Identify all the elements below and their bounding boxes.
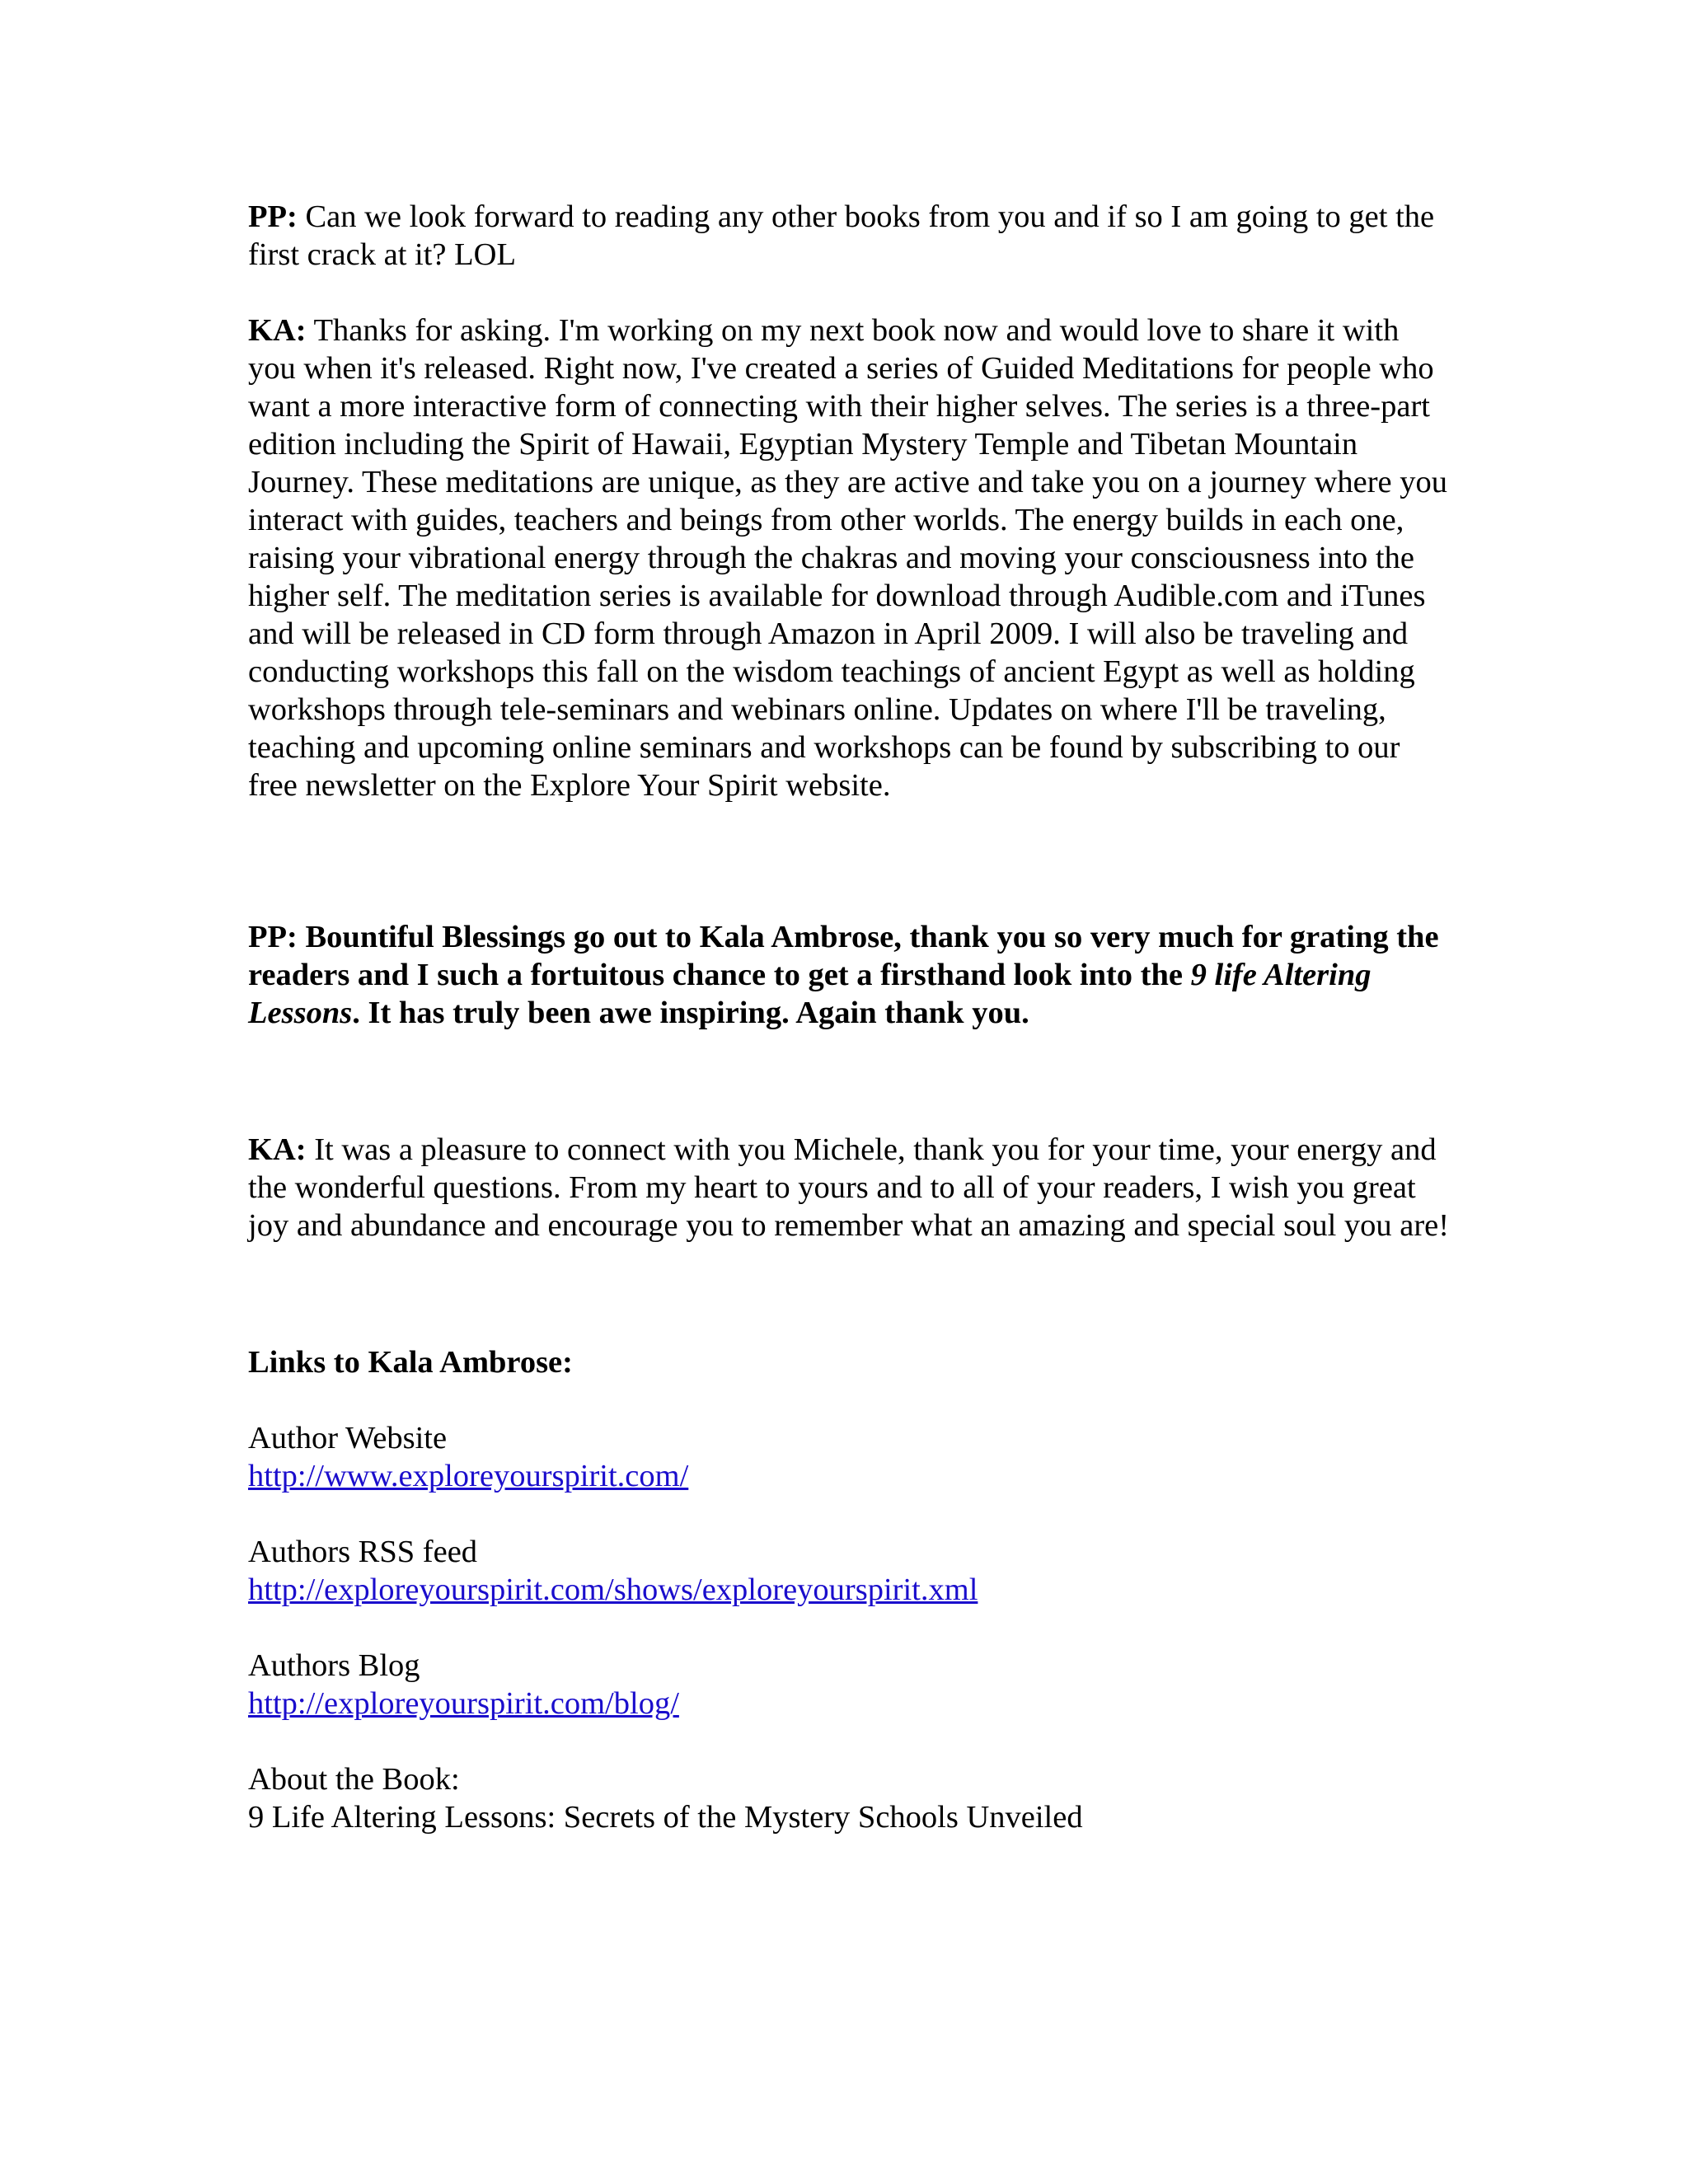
speaker-label-ka: KA: [248,1132,307,1167]
blog-link[interactable]: http://exploreyourspirit.com/blog/ [248,1686,679,1721]
speaker-label-ka: KA: [248,313,307,348]
about-book-label: About the Book: [248,1762,460,1797]
document-page [248,198,1451,1836]
answer-text: It was a pleasure to connect with you Michele, thank you for your time, your energy and the wonderful questions. From my heart to yours and to all of your readers, I wish you great joy and abundance and encourage you to remember what an amazing and special soul you are! [248,1132,1450,1243]
spacer [248,804,1451,918]
rss-feed-link[interactable]: http://exploreyourspirit.com/shows/exploreyourspirit.xml [248,1572,978,1607]
answer-ka-2 [248,1131,1451,1244]
spacer [248,1609,1451,1647]
spacer [248,1381,1451,1419]
spacer [248,274,1451,312]
answer-ka-1 [248,312,1451,804]
spacer [248,1495,1451,1533]
spacer [248,1032,1451,1131]
spacer [248,1722,1451,1760]
closing-text-after: . It has truly been awe inspiring. Again thank you. [352,996,1029,1030]
speaker-label-pp: PP: [248,199,298,234]
website-link[interactable]: http://www.exploreyourspirit.com/ [248,1459,689,1493]
question-text: Can we look forward to reading any other books from you and if so I am going to get the first crack at it? LOL [248,199,1435,272]
rss-label: Authors RSS feed [248,1535,478,1569]
book-title: 9 Life Altering Lessons: Secrets of the Mystery Schools Unveiled [248,1800,1083,1835]
spacer [248,1244,1451,1343]
closing-text-before: PP: Bountiful Blessings go out to Kala Ambrose, thank you so very much for grating the readers and I such a fortuitous chance to get a firsthand look into the [248,920,1439,992]
blog-label: Authors Blog [248,1648,420,1683]
website-label: Author Website [248,1421,448,1455]
links-heading: Links to Kala Ambrose: [248,1345,573,1380]
answer-text: Thanks for asking. I'm working on my next book now and would love to share it with you when it's released. Right now, I've created a series of Guided Meditations for people who want a more interactive form of connecting with their higher selves. The series is a three-part edition including the Spirit of Hawaii, Egyptian Mystery Temple and Tibetan Mountain Journey. These meditations are unique, as they are active and take you on a journey where you interact with guides, teachers and beings from other worlds. The energy builds in each one, raising your vibrational energy through the chakras and moving your consciousness into the higher self. The meditation series is available for download through Audible.com and iTunes and will be released in CD form through Amazon in April 2009. I will also be traveling and conducting workshops this fall on the wisdom teachings of ancient Egypt as well as holding workshops through tele-seminars and webinars online. Updates on where I'll be traveling, teaching and upcoming online seminars and workshops can be found by subscribing to our free newsletter on the Explore Your Spirit website. [248,313,1448,803]
question-pp-1 [248,198,1451,274]
book-title-italic: 9 life Altering Lessons [248,958,1372,1030]
closing-statement-pp [248,918,1451,1032]
